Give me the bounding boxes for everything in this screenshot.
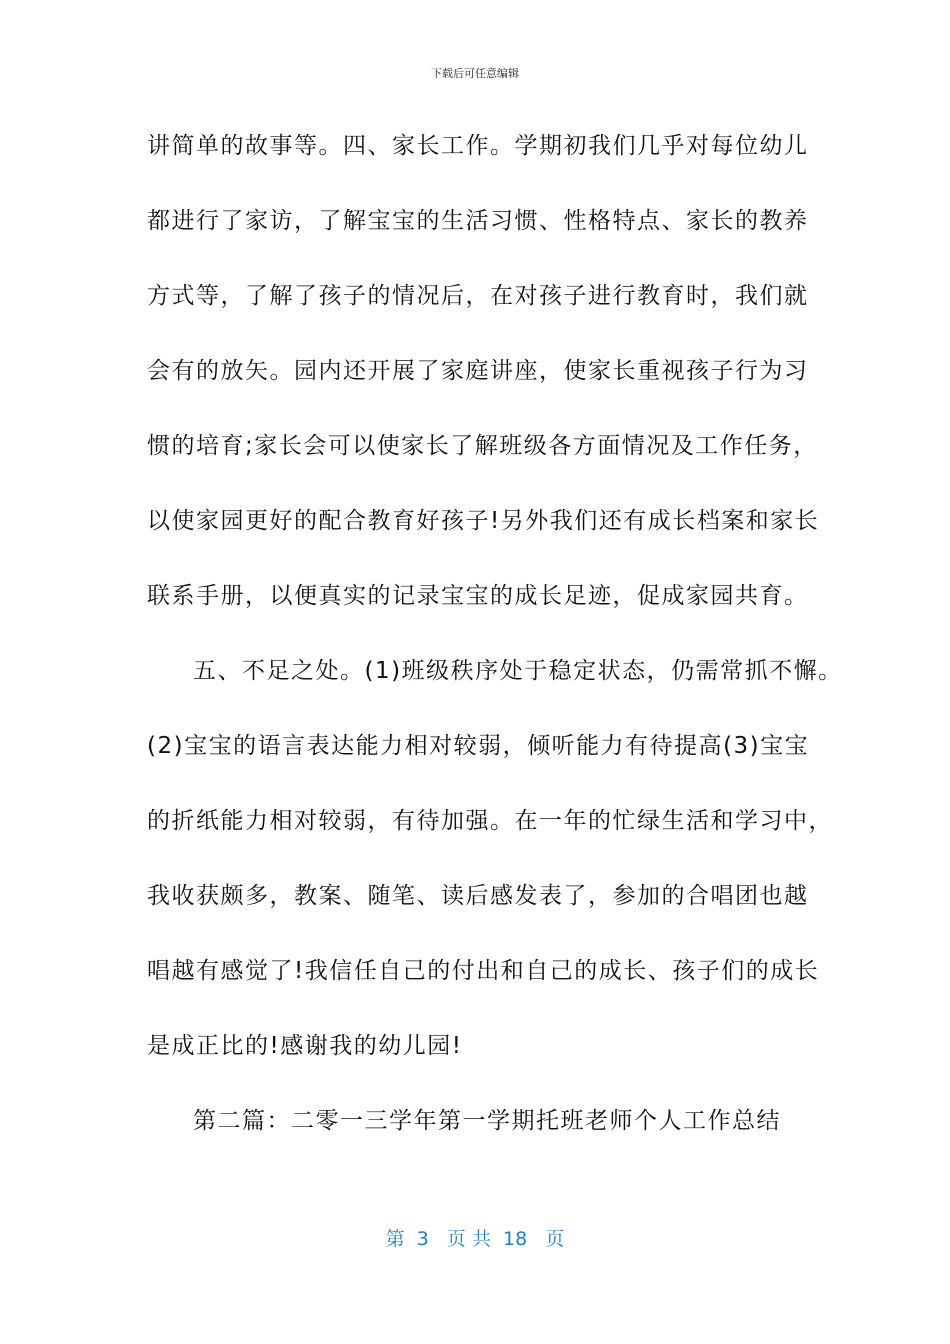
paragraph-line: (2)宝宝的语言表达能力相对较弱，倾听能力有待提高(3)宝宝 <box>147 733 810 759</box>
paragraph-line: 惯的培育;家长会可以使家长了解班级各方面情况及工作任务， <box>147 433 818 459</box>
paragraph-line: 会有的放矢。园内还开展了家庭讲座，使家长重视孩子行为习 <box>147 358 809 384</box>
page-number-footer: 第 3 页 共 18 页 <box>385 1228 565 1250</box>
paragraph-line: 都进行了家访，了解宝宝的生活习惯、性格特点、家长的教养 <box>147 208 809 234</box>
paragraph-line: 唱越有感觉了!我信任自己的付出和自己的成长、孩子们的成长 <box>147 958 820 984</box>
paragraph-line: 以使家园更好的配合教育好孩子!另外我们还有成长档案和家长 <box>147 508 820 534</box>
page-header: 下载后可任意编辑 <box>431 67 519 80</box>
document-body <box>147 128 843 1178</box>
paragraph-line: 联系手册，以便真实的记录宝宝的成长足迹，促成家园共育。 <box>147 583 809 609</box>
paragraph-line: 是成正比的!感谢我的幼儿园! <box>147 1033 463 1059</box>
paragraph-line: 讲简单的故事等。四、家长工作。学期初我们几乎对每位幼儿 <box>147 133 809 159</box>
paragraph-line: 我收获颇多，教案、随笔、读后感发表了，参加的合唱团也越 <box>147 883 809 909</box>
paragraph-line: 方式等，了解了孩子的情况后，在对孩子进行教育时，我们就 <box>147 283 809 309</box>
section-heading: 第二篇：二零一三学年第一学期托班老师个人工作总结 <box>193 1108 781 1134</box>
paragraph-line: 的折纸能力相对较弱，有待加强。在一年的忙绿生活和学习中， <box>147 808 833 834</box>
paragraph-line: 五、不足之处。(1)班级秩序处于稳定状态，仍需常抓不懈。 <box>193 658 843 684</box>
